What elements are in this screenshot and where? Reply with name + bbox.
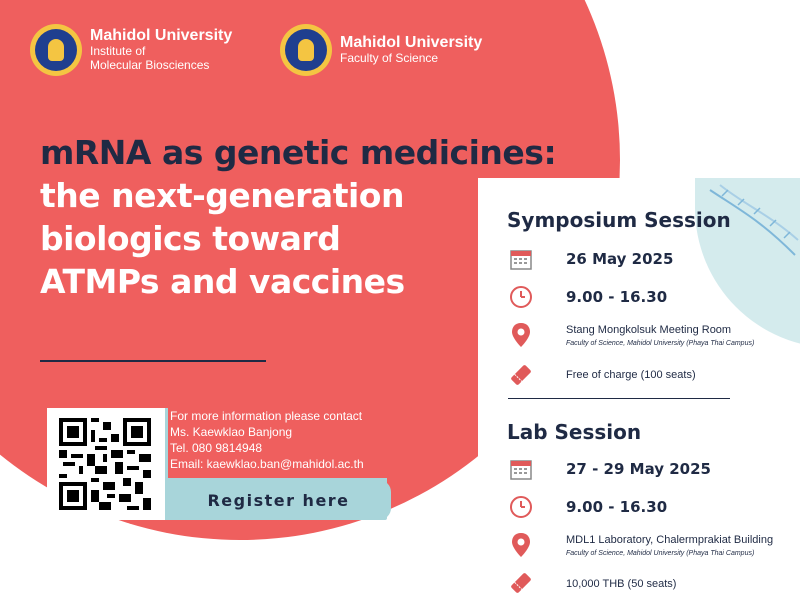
contact-info bbox=[168, 408, 396, 478]
contact-phone[interactable]: Tel. 080 9814948 bbox=[170, 441, 263, 455]
lab-venue: MDL1 Laboratory, Chalermprakiat Building bbox=[566, 534, 774, 546]
logo-institute-molecular-biosciences bbox=[30, 24, 232, 76]
session-divider bbox=[508, 398, 730, 399]
location-pin-icon bbox=[508, 322, 534, 348]
symposium-time: 9.00 - 16.30 bbox=[566, 288, 668, 306]
symposium-session-title: Symposium Session bbox=[507, 208, 731, 232]
location-pin-icon bbox=[508, 532, 534, 558]
lab-session-title: Lab Session bbox=[507, 420, 642, 444]
logo-name: Mahidol University bbox=[340, 33, 483, 51]
symposium-fee: Free of charge (100 seats) bbox=[566, 369, 696, 381]
logo-subtitle: Institute of bbox=[90, 44, 146, 59]
title-line: ATMPs and vaccines bbox=[40, 261, 405, 301]
contact-email[interactable]: Email: kaewklao.ban@mahidol.ac.th bbox=[170, 457, 364, 471]
lab-time: 9.00 - 16.30 bbox=[566, 498, 668, 516]
title-line: biologics toward bbox=[40, 218, 341, 258]
contact-name: Ms. Kaewklao Banjong bbox=[170, 425, 293, 439]
logo-faculty-of-science bbox=[280, 24, 482, 76]
calendar-icon bbox=[508, 246, 534, 272]
qr-code-icon[interactable] bbox=[59, 418, 151, 510]
title-line: mRNA as genetic medicines: bbox=[40, 133, 557, 172]
logo-name: Mahidol University bbox=[90, 27, 233, 44]
lab-fee: 10,000 THB (50 seats) bbox=[566, 578, 677, 590]
calendar-icon bbox=[508, 456, 534, 482]
university-seal-icon bbox=[30, 24, 82, 76]
logo-subtitle: Molecular Biosciences bbox=[90, 58, 210, 73]
register-button[interactable]: Register here bbox=[166, 480, 391, 520]
ticket-icon bbox=[508, 362, 534, 388]
symposium-venue: Stang Mongkolsuk Meeting Room bbox=[566, 324, 732, 336]
university-seal-icon bbox=[280, 24, 332, 76]
clock-icon bbox=[508, 494, 534, 520]
ticket-icon bbox=[508, 570, 534, 596]
title-divider bbox=[40, 360, 266, 362]
lab-venue-sub: Faculty of Science, Mahidol University (Phaya Thai Campus) bbox=[566, 550, 755, 557]
symposium-date: 26 May 2025 bbox=[566, 250, 674, 268]
logo-subtitle: Faculty of Science bbox=[340, 51, 439, 66]
clock-icon bbox=[508, 284, 534, 310]
title-line: the next-generation bbox=[40, 175, 404, 215]
symposium-venue-sub: Faculty of Science, Mahidol University (Phaya Thai Campus) bbox=[566, 340, 755, 347]
lab-date: 27 - 29 May 2025 bbox=[566, 460, 711, 478]
contact-heading: For more information please contact bbox=[170, 409, 363, 423]
